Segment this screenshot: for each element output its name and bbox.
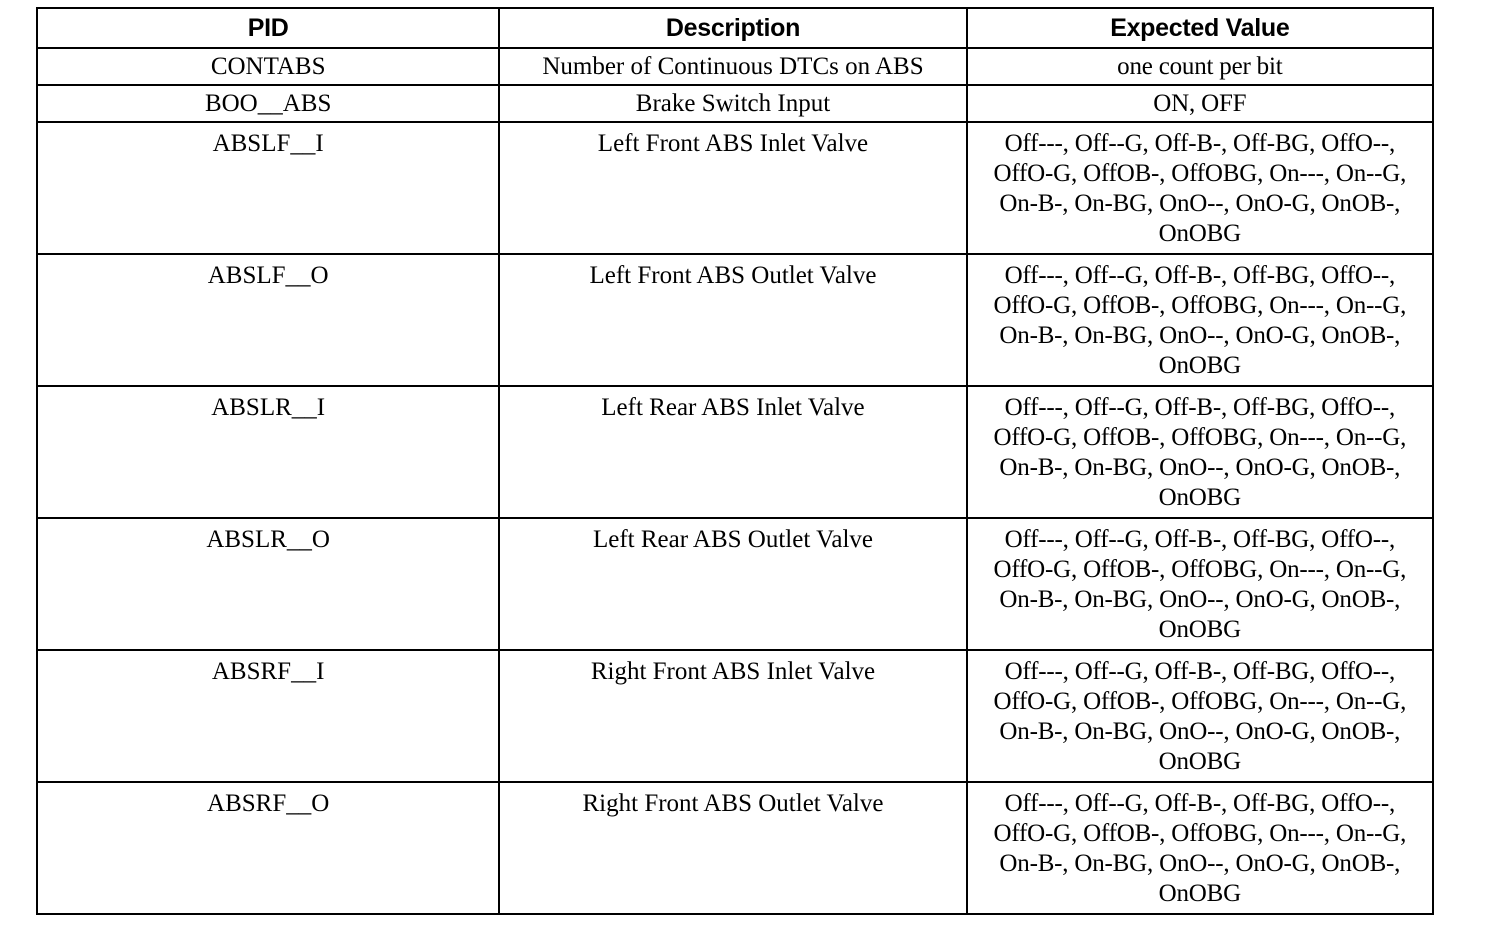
pid-cell: ABSRF__I (37, 650, 499, 782)
pid-cell: ABSLR__I (37, 386, 499, 518)
description-cell: Left Front ABS Outlet Valve (499, 254, 966, 386)
description-cell: Right Front ABS Outlet Valve (499, 782, 966, 914)
expected-value-cell: Off---, Off--G, Off-B-, Off-BG, OffO--, OffO-G, OffOB-, OffOBG, On---, On--G, On-B-, On-BG, OnO--, OnO-G, OnOB-, OnOBG (967, 782, 1433, 914)
pid-cell: ABSLR__O (37, 518, 499, 650)
expected-value-cell: one count per bit (967, 48, 1433, 85)
expected-value-cell: Off---, Off--G, Off-B-, Off-BG, OffO--, OffO-G, OffOB-, OffOBG, On---, On--G, On-B-, On-BG, OnO--, OnO-G, OnOB-, OnOBG (967, 518, 1433, 650)
pid-cell: BOO__ABS (37, 85, 499, 122)
header-expected-value: Expected Value (967, 8, 1433, 48)
table-row (37, 518, 1433, 650)
expected-value-cell: Off---, Off--G, Off-B-, Off-BG, OffO--, OffO-G, OffOB-, OffOBG, On---, On--G, On-B-, On-BG, OnO--, OnO-G, OnOB-, OnOBG (967, 650, 1433, 782)
table-row (37, 386, 1433, 518)
pid-cell: ABSLF__I (37, 122, 499, 254)
pid-cell: ABSLF__O (37, 254, 499, 386)
expected-value-cell: Off---, Off--G, Off-B-, Off-BG, OffO--, OffO-G, OffOB-, OffOBG, On---, On--G, On-B-, On-BG, OnO--, OnO-G, OnOB-, OnOBG (967, 254, 1433, 386)
description-cell: Left Rear ABS Inlet Valve (499, 386, 966, 518)
pid-cell: ABSRF__O (37, 782, 499, 914)
header-row (37, 8, 1433, 48)
header-description: Description (499, 8, 966, 48)
table-row (37, 650, 1433, 782)
table-row (37, 122, 1433, 254)
pid-cell: CONTABS (37, 48, 499, 85)
description-cell: Left Front ABS Inlet Valve (499, 122, 966, 254)
description-cell: Brake Switch Input (499, 85, 966, 122)
header-pid: PID (37, 8, 499, 48)
table-row (37, 48, 1433, 85)
description-cell: Left Rear ABS Outlet Valve (499, 518, 966, 650)
description-cell: Right Front ABS Inlet Valve (499, 650, 966, 782)
table-row (37, 782, 1433, 914)
expected-value-cell: Off---, Off--G, Off-B-, Off-BG, OffO--, OffO-G, OffOB-, OffOBG, On---, On--G, On-B-, On-BG, OnO--, OnO-G, OnOB-, OnOBG (967, 122, 1433, 254)
table-row (37, 254, 1433, 386)
expected-value-cell: Off---, Off--G, Off-B-, Off-BG, OffO--, OffO-G, OffOB-, OffOBG, On---, On--G, On-B-, On-BG, OnO--, OnO-G, OnOB-, OnOBG (967, 386, 1433, 518)
pid-table (36, 7, 1434, 915)
table-row (37, 85, 1433, 122)
description-cell: Number of Continuous DTCs on ABS (499, 48, 966, 85)
expected-value-cell: ON, OFF (967, 85, 1433, 122)
